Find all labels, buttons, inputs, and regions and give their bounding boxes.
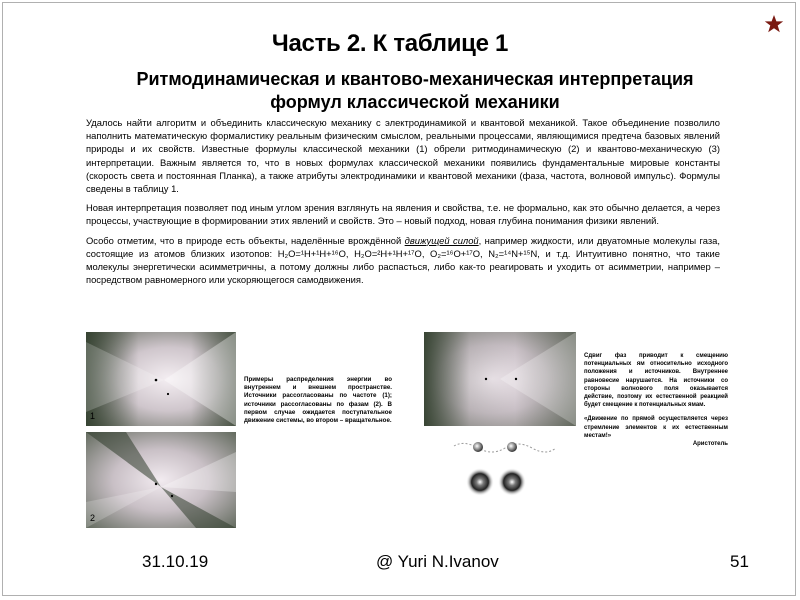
quote-author: Аристотель xyxy=(692,441,728,448)
subtitle-line-1: Ритмодинамическая и квантово-механическая интерпретация xyxy=(136,69,694,89)
paragraph-3-emphasis: движущей силой xyxy=(404,234,479,246)
figure-2-label: 2 xyxy=(90,513,96,523)
paragraph-3 xyxy=(86,234,720,287)
paragraph-3-start: Особо отметим, что в природе есть объекты, наделённые врождённой xyxy=(86,234,405,246)
field-image-3 xyxy=(424,332,576,426)
footer-author: @ Yuri N.Ivanov xyxy=(376,552,499,571)
slide-subtitle xyxy=(90,68,740,114)
paragraph-3-end: , например жидкости, или двуатомные молекулы газа, состоящие из атомов близких изотопов: H₂O=¹H+¹H+¹⁶O, H₂O=²H+¹H+¹⁷O, O₂=¹⁶O+¹⁷O, N₂=¹⁴N+¹⁵N, и т.д. Интуитивно понятно, что такие молекулы энергетически асимметричны, а потому должны либо распасться, либо как-то реагировать и уходить от асимметрии, например – посредством равномерного или ускоряющегося самодвижения. xyxy=(86,234,720,286)
aristotle-quote: «Движение по прямой осуществляется через стремление элементов к их естественным местам!» xyxy=(584,416,728,439)
molecule-diagram xyxy=(450,434,560,500)
figure-1-label: 1 xyxy=(90,411,96,421)
subtitle-line-2: формул классической механики xyxy=(270,92,560,112)
caption-right xyxy=(584,352,728,448)
footer-date: 31.10.19 xyxy=(142,552,209,571)
paragraph-1: Удалось найти алгоритм и объединить классическую механику с электродинамикой и квантовой механикой. Такое объединение позволило наполнить математическую формалистику реальным физическим смыслом, реальными процессами, являющимися предтеча базовых явлений природы и их свойств. Известные формулы классической механики (1) обрели ритмодинамическую (2) и квантово-механическую (3) интерпретации. Важным является то, что в новых формулах классической механики появились фундаментальные мировые константы (скорость света и постоянная Планка), а также атрибуты электродинамики и квантовой механики (фаза, частота, волновой импульс). Формулы сведены в таблицу 1. xyxy=(86,117,720,195)
paragraph-2: Новая интерпретация позволяет под иным углом зрения взглянуть на явления и свойства, т.е. не формально, как это обычно делается, а через процессы, участвующие в формировании этих явлений и свойств. Это – новый подход, новая глубина понимания физики явлений. xyxy=(86,202,720,227)
body-text xyxy=(86,116,720,292)
field-image-2 xyxy=(86,432,236,528)
field-image-1 xyxy=(86,332,236,426)
caption-left: Примеры распределения энергии во внутреннем и внешнем пространстве. Источники рассогласованы по частоте (1); источники рассогласованы по фазам (2). В первом случае ожидается поступательное движение системы, во втором – вращательное. xyxy=(244,376,392,425)
footer-page-number: 51 xyxy=(730,552,749,571)
caption-right-text: Сдвиг фаз приводит к смещению потенциальных ям относительно исходного положения и источников. Внутреннее равновесие нарушается. На источники со стороны волнового поля оказывается действие, поэтому их естественной реакцией будет смещение к потенциальных ямам. xyxy=(584,353,728,409)
slide-title: Часть 2. К таблице 1 xyxy=(271,30,509,57)
